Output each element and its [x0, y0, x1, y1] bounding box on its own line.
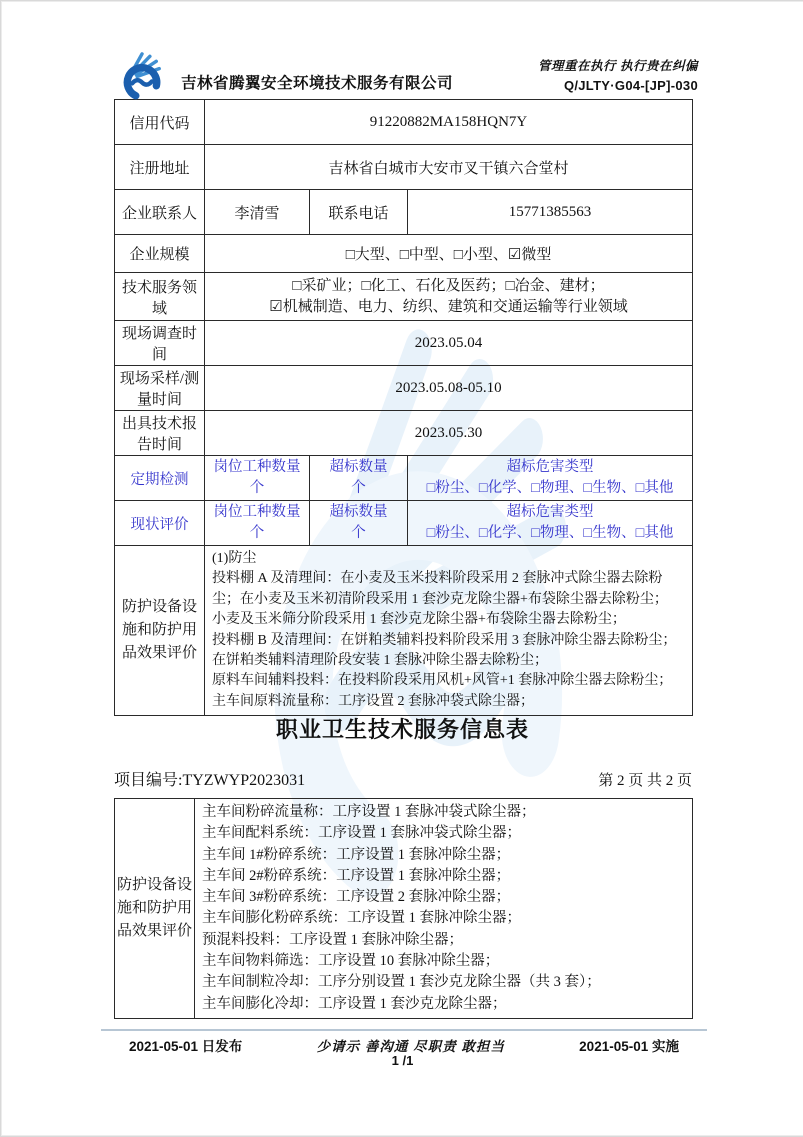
protection-content-2: 主车间粉碎流量称：工序设置 1 套脉冲袋式除尘器； 主车间配料系统：工序设置 1 套脉冲袋式除尘器； 主车间 1#粉碎系统：工序设置 1 套脉冲除尘器； 主车间 2#粉碎系统：工序设置 1 套脉冲除尘器； 主车间 3#粉碎系统：工序设置 2 套脉冲除尘器； 主车间膨化粉碎系统：工序设置 1 套脉冲除尘器； 预混料投料：工序设置 1 套脉冲除尘器； 主车间物料筛选：工序设置 10 套脉冲除尘器； 主车间制粒冷却：工序分别设置 1 套沙克龙除尘器（共 3 套）； 主车间膨化冷却：工序设置 1 套沙克龙除尘器； [195, 799, 693, 1019]
footer-implemented-date: 2021-05-01 实施 [579, 1039, 679, 1054]
footer-row [129, 1035, 679, 1055]
footer-page-number: 1 /1 [391, 1053, 414, 1068]
periodic-type-cell [408, 456, 693, 501]
scale-label: 企业规模 [115, 235, 205, 273]
credit-code-label: 信用代码 [115, 100, 205, 145]
service-field-checkboxes [205, 273, 693, 321]
periodic-over-unit: 个 [351, 480, 366, 496]
status-qty-label: 岗位工种数量 [213, 504, 301, 520]
protection-content: (1)防尘 投料棚 A 及清理间：在小麦及玉米投料阶段采用 2 套脉冲式除尘器去除粉 尘；在小麦及玉米初清阶段采用 1 套沙克龙除尘器+布袋除尘器去除粉尘； 小麦及玉米筛分阶段采用 1 套沙克龙除尘器+布袋除尘器去除粉尘； 投料棚 B 及清理间：在饼粕类辅料投料阶段采用 3 套脉冲除尘器去除粉尘； 在饼粕类辅料清理阶段安装 1 套脉冲除尘器去除粉尘； 原料车间辅料投料：在投料阶段采用风机+风管+1 套脉冲除尘器去除粉尘； 主车间原料流量称：工序设置 2 套脉冲袋式除尘器； [205, 546, 693, 716]
service-field-label: 技术服务领域 [115, 273, 205, 321]
status-qty-cell [205, 501, 310, 546]
table-row [115, 145, 693, 190]
document-code: Q/JLTY·G04-[JP]-030 [563, 78, 698, 93]
survey-time-value: 2023.05.04 [205, 321, 693, 366]
periodic-qty-label: 岗位工种数量 [213, 459, 301, 475]
service-field-line1: □采矿业；□化工、石化及医药；□冶金、建材； [292, 277, 605, 294]
project-meta-row [114, 767, 692, 790]
table-row [115, 411, 693, 456]
status-eval-label: 现状评价 [115, 501, 205, 546]
status-over-cell [310, 501, 408, 546]
project-number [114, 767, 305, 790]
project-number-label: 项目编号: [114, 772, 183, 789]
status-type-checkboxes: □粉尘、□化学、□物理、□生物、□其他 [426, 525, 674, 541]
protection-row [115, 546, 693, 716]
periodic-type-checkboxes: □粉尘、□化学、□物理、□生物、□其他 [426, 480, 674, 496]
page-indicator: 第 2 页 共 2 页 [598, 773, 692, 789]
company-name: 吉林省腾翼安全环境技术服务有限公司 [181, 75, 454, 92]
status-over-unit: 个 [351, 525, 366, 541]
header-right-block [538, 56, 698, 93]
footer-divider [101, 1029, 707, 1031]
survey-time-label: 现场调查时间 [115, 321, 205, 366]
scale-checkboxes: □大型、□中型、□小型、☑微型 [205, 235, 693, 273]
contact-label: 企业联系人 [115, 190, 205, 235]
protection-label: 防护设备设施和防护用品效果评价 [115, 546, 205, 716]
table-row [115, 100, 693, 145]
periodic-over-label: 超标数量 [329, 459, 388, 475]
sampling-time-label: 现场采样/测量时间 [115, 366, 205, 411]
table-row [115, 321, 693, 366]
address-value: 吉林省白城市大安市叉干镇六合堂村 [205, 145, 693, 190]
sampling-time-value: 2023.05.08-05.10 [205, 366, 693, 411]
status-qty-unit: 个 [249, 525, 265, 541]
report-time-value: 2023.05.30 [205, 411, 693, 456]
periodic-over-cell [310, 456, 408, 501]
protection-row-2 [115, 799, 693, 1019]
periodic-test-label: 定期检测 [115, 456, 205, 501]
report-time-label: 出具技术报告时间 [115, 411, 205, 456]
phone-label: 联系电话 [310, 190, 408, 235]
address-label: 注册地址 [115, 145, 205, 190]
company-logo-icon [113, 49, 173, 103]
protection-label-2: 防护设备设施和防护用品效果评价 [115, 799, 195, 1019]
footer-issued-date: 2021-05-01 日发布 [129, 1039, 243, 1054]
periodic-test-row [115, 456, 693, 501]
status-type-cell [408, 501, 693, 546]
contact-name: 李清雪 [205, 190, 310, 235]
credit-code-value: 91220882MA158HQN7Y [205, 100, 693, 145]
table-row [115, 366, 693, 411]
periodic-type-title: 超标危害类型 [506, 459, 594, 475]
status-over-label: 超标数量 [329, 504, 388, 520]
table-row [115, 235, 693, 273]
table-row [115, 190, 693, 235]
protection-table-2 [114, 798, 693, 1019]
periodic-qty-cell [205, 456, 310, 501]
service-field-line2: ☑机械制造、电力、纺织、建筑和交通运输等行业领域 [269, 298, 628, 315]
status-eval-row [115, 501, 693, 546]
project-number-value: TYZWYP2023031 [182, 772, 306, 789]
table-row [115, 273, 693, 321]
footer-slogan: 少请示 善沟通 尽职责 敢担当 [316, 1039, 505, 1054]
info-table [114, 99, 693, 716]
phone-value: 15771385563 [408, 190, 693, 235]
header-slogan: 管理重在执行 执行贵在纠偏 [538, 59, 698, 73]
periodic-qty-unit: 个 [249, 480, 265, 496]
status-type-title: 超标危害类型 [506, 504, 594, 520]
page-title: 职业卫生技术服务信息表 [275, 717, 529, 742]
